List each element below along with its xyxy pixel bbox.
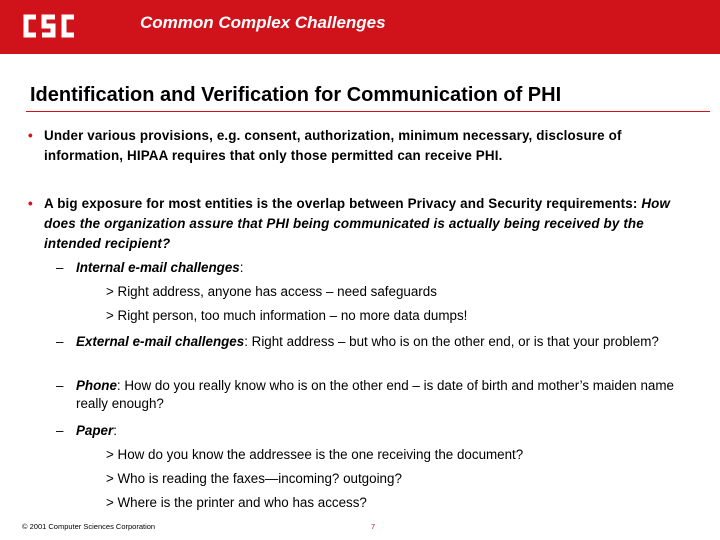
subbullet-phone	[56, 377, 676, 413]
list-item: > How do you know the addressee is the one receiving the document?	[106, 447, 524, 462]
bullet-hipaa	[28, 126, 674, 166]
subbullet-label: Phone	[76, 378, 117, 393]
subbullet-paper	[56, 422, 676, 440]
subbullet-text: : How do you really know who is on the other end – is date of birth and mother’s maiden name really enough?	[76, 378, 674, 411]
csc-logo	[22, 11, 78, 41]
subbullet-text: : Right address – but who is on the other end, or is that your problem?	[244, 334, 659, 349]
title-divider	[26, 111, 710, 112]
bullet-icon: •	[28, 128, 33, 143]
header-title: Common Complex Challenges	[140, 13, 386, 32]
list-item: > Where is the printer and who has access?	[106, 495, 367, 510]
page-number: 7	[371, 522, 376, 531]
bullet-exposure	[28, 194, 674, 254]
bullet-text: A big exposure for most entities is the overlap between Privacy and Security requirements:	[44, 196, 642, 211]
list-item: > Right person, too much information – no more data dumps!	[106, 308, 468, 323]
bullet-icon: •	[28, 196, 33, 211]
subbullet-text: :	[113, 423, 117, 438]
list-item: > Right address, anyone has access – need safeguards	[106, 284, 437, 299]
subbullet-label: Paper	[76, 423, 114, 438]
dash-icon: –	[56, 260, 64, 275]
slide-title: Identification and Verification for Communication of PHI	[30, 84, 562, 106]
dash-icon: –	[56, 423, 64, 438]
list-item: > Who is reading the faxes—incoming? outgoing?	[106, 471, 402, 486]
footer-copyright: © 2001 Computer Sciences Corporation	[22, 522, 156, 531]
subbullet-internal-email	[56, 259, 676, 277]
dash-icon: –	[56, 378, 64, 393]
dash-icon: –	[56, 334, 64, 349]
subbullet-label: Internal e-mail challenges	[76, 260, 240, 275]
subbullet-text: :	[239, 260, 244, 275]
header-bar	[0, 0, 720, 54]
subbullet-external-email	[56, 333, 676, 351]
bullet-text: Under various provisions, e.g. consent, authorization, minimum necessary, disclosure of information, HIPAA requires that only those permitted can receive PHI.	[44, 128, 622, 163]
bullet-question: How does the organization assure that PHI being communicated is actually being received by the intended recipient?	[44, 196, 671, 251]
subbullet-label: External e-mail challenges	[76, 334, 245, 349]
